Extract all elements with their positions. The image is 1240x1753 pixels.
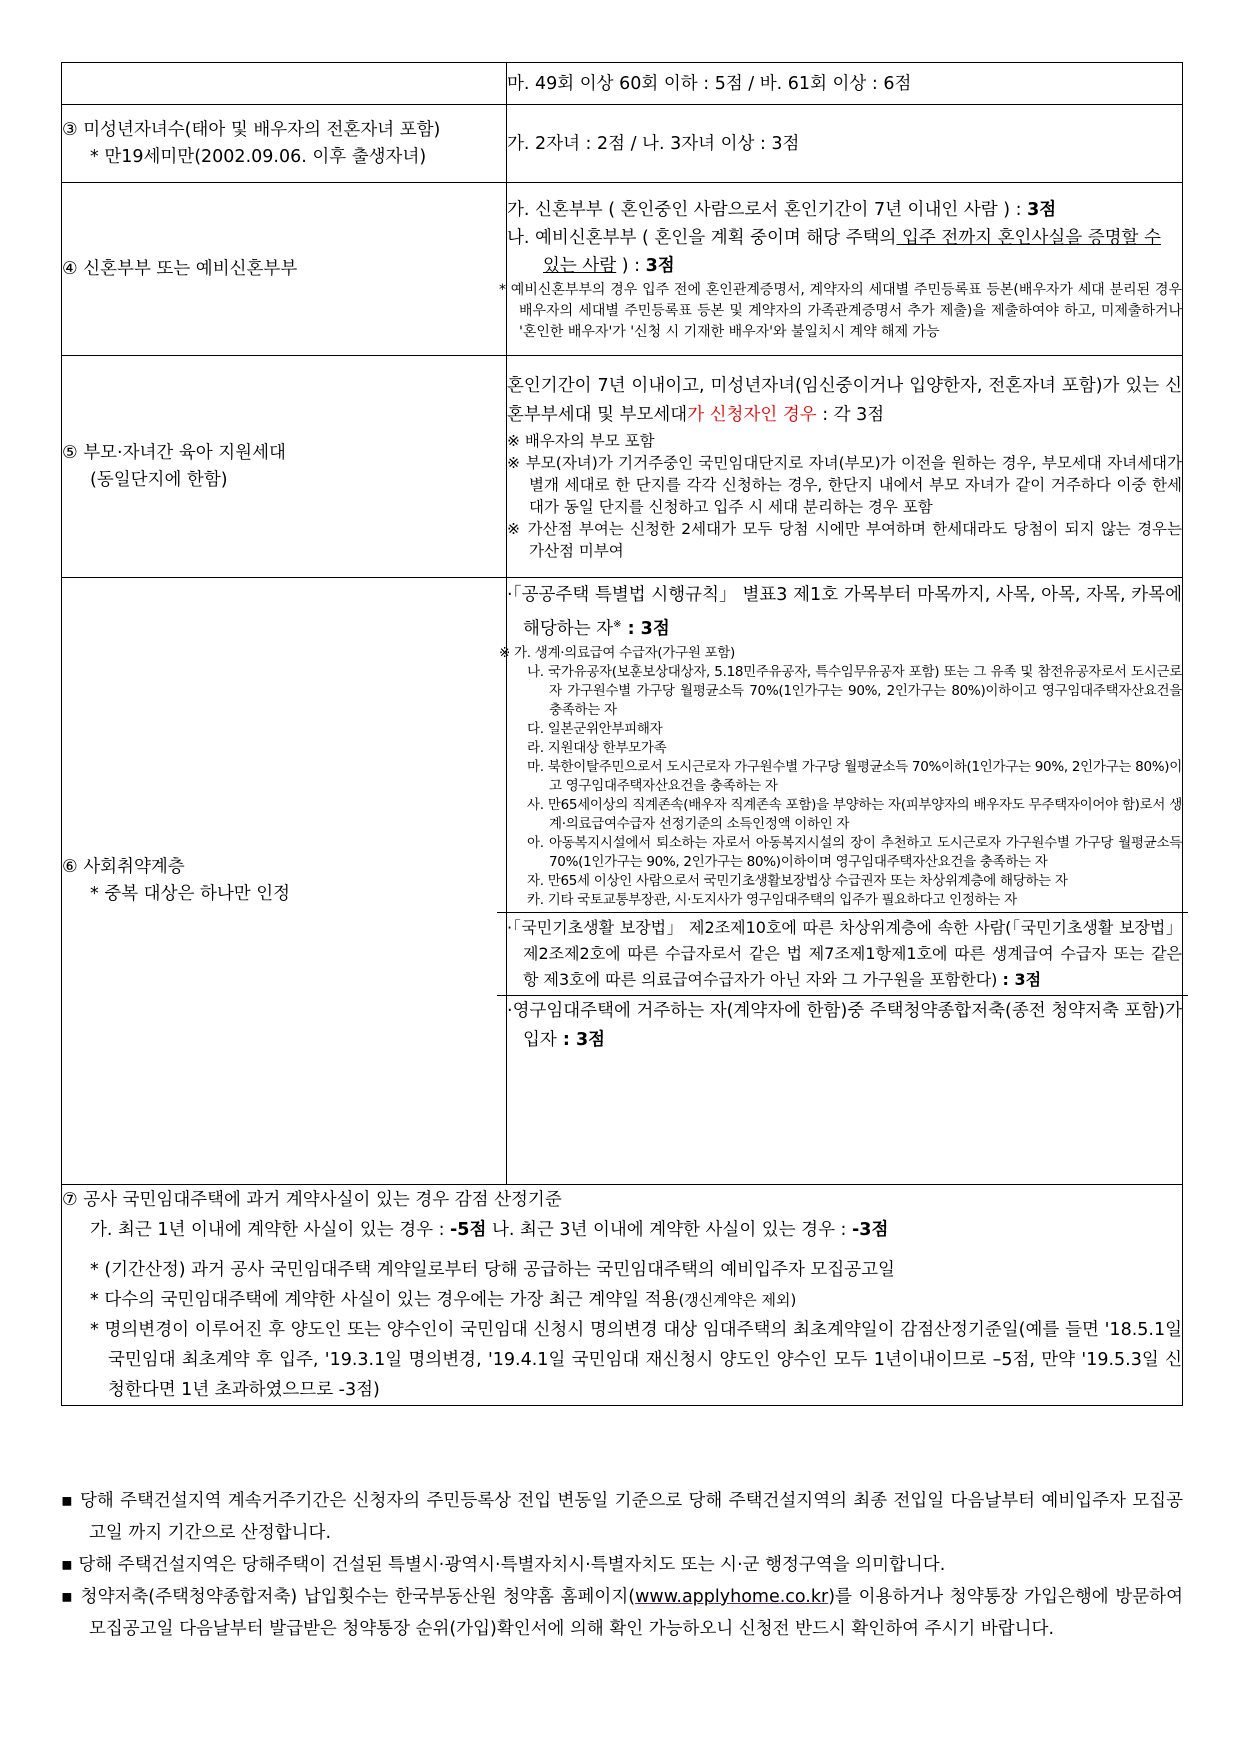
deduction-b-points: -3점 xyxy=(852,1220,889,1240)
newlywed-score xyxy=(499,183,1183,356)
childcare-main-red: 가 신청자인 경우 xyxy=(687,404,817,425)
childcare-title: ⑤ 부모·자녀간 육아 지원세대 xyxy=(62,442,286,463)
minor-children-label xyxy=(62,105,507,183)
table-row xyxy=(62,356,1183,578)
deduction-note-1: * (기간산정) 과거 공사 국민임대주택 계약일로부터 당해 공급하는 국민임대주택의 예비입주자 모집공고일 xyxy=(90,1260,895,1280)
list-item: 라. 지원대상 한부모가족 xyxy=(527,739,667,756)
list-item: 사. 만65세이상의 직계존속(배우자 직계존속 포함)을 부양하는 자(피부양자의 배우자도 무주택자이어야 함)로서 생계·의료급여수급자 선정기준의 소득인정액 이하인 자 xyxy=(527,796,1182,832)
vulnerable-s2-text: ·「국민기초생활 보장법」 제2조제10호에 따른 차상위계층에 속한 사람(「국민기초생활 보장법」 제2조제2호에 따른 수급자로서 같은 법 제7조제1항제1호에 따른 생계급여 수급자 또는 같은 항 제3호에 따른 의료급여수급자가 아닌 자와 그 가구원을 포함한다) xyxy=(507,917,1182,989)
note-subscription-count xyxy=(61,1581,1183,1645)
criteria-table xyxy=(61,62,1183,1406)
vulnerable-score xyxy=(499,578,1183,1185)
vulnerable-note: * 중복 대상은 하나만 인정 xyxy=(90,884,291,904)
note-subscription-text: ▪ 청약저축(주택청약종합저축) 납입횟수는 한국부동산원 청약홈 홈페이지( xyxy=(61,1587,636,1607)
deduction-a-text: 가. 최근 1년 이내에 계약한 사실이 있는 경우 : xyxy=(90,1220,451,1240)
childcare-main-points: : 각 3점 xyxy=(816,404,885,425)
table-row xyxy=(62,1185,1183,1406)
deduction-b-text: 나. 최근 3년 이내에 계약한 사실이 있는 경우 : xyxy=(486,1220,853,1240)
minor-children-note: * 만19세미만(2002.09.06. 이후 출생자녀) xyxy=(90,146,427,167)
vulnerable-s1-mark: ※ xyxy=(613,619,622,630)
list-item: 마. 북한이탈주민으로서 도시근로자 가구원수별 가구당 월평균소득 70%이하(1인가구는 90%, 2인가구는 80%)이고 영구임대주택자산요건을 충족하는 자 xyxy=(527,758,1182,794)
list-item: ※ 가. 생계·의료급여 수급자(가구원 포함) xyxy=(499,644,736,661)
vulnerable-section-2 xyxy=(507,913,1182,995)
newlywed-b xyxy=(507,224,1182,280)
table-row xyxy=(62,105,1183,183)
list-item: 카. 기타 국토교통부장관, 시·도지사가 영구임대주택의 입주가 필요하다고 인정하는 자 xyxy=(527,891,1017,908)
minor-children-title: ③ 미성년자녀수(태아 및 배우자의 전혼자녀 포함) xyxy=(62,119,441,140)
vulnerable-section-3 xyxy=(507,996,1182,1055)
subscription-count-cell xyxy=(507,63,1183,105)
childcare-label xyxy=(62,356,507,578)
deduction-note-2-main: * 다수의 국민임대주택에 계약한 사실이 있는 경우에는 가장 최근 계약일 적용 xyxy=(90,1290,679,1310)
vulnerable-section-2-wrap xyxy=(497,912,1188,995)
subscription-count-text: 마. 49회 이상 60회 이하 : 5점 / 바. 61회 이상 : 6점 xyxy=(507,73,912,94)
vulnerable-s1-points: : 3점 xyxy=(621,618,670,639)
list-item: 다. 일본군위안부피해자 xyxy=(527,720,663,737)
deduction-note-3: * 명의변경이 이루어진 후 양도인 또는 양수인이 국민임대 신청시 명의변경 대상 임대주택의 최초계약일이 감점산정기준일(예를 들면 '18.5.1일 국민임대 최초계약 후 입주, '19.3.1일 명의변경, '19.4.1일 국민임대 재신청시 양도인 양수인 모두 1년이내이므로 –5점, 만약 '19.5.3일 신청한다면 1년 초과하였으므로 -3점) xyxy=(90,1320,1182,1400)
newlywed-a-points: 3점 xyxy=(1027,199,1057,220)
newlywed-b-text: 나. 예비신혼부부 ( 혼인을 계획 중이며 해당 주택의 xyxy=(507,227,897,248)
minor-children-score-text: 가. 2자녀 : 2점 / 나. 3자녀 이상 : 3점 xyxy=(507,133,800,154)
vulnerable-section-3-wrap xyxy=(497,995,1188,1055)
childcare-main-text: 혼인기간이 7년 이내이고, 미성년자녀(임신중이거나 입양한자, 전혼자녀 포함)가 있는 신혼부부세대 및 부모세대 xyxy=(507,375,1182,425)
childcare-note-1: ※ 배우자의 부모 포함 xyxy=(507,431,655,450)
list-item: 아. 아동복지시설에서 퇴소하는 자로서 아동복지시설의 장이 추천하고 도시근로자 가구원수별 가구당 월평균소득 70%(1인가구는 90%, 2인가구는 80%)이하이며 영구임대주택자산요건을 충족하는 자 xyxy=(527,834,1182,870)
newlywed-b-points: 3점 xyxy=(645,255,675,276)
vulnerable-s3-points: : 3점 xyxy=(556,1029,606,1050)
deduction-a-points: -5점 xyxy=(450,1220,487,1240)
table-row xyxy=(62,183,1183,356)
newlywed-note: * 예비신혼부부의 경우 입주 전에 혼인관계증명서, 계약자의 세대별 주민등록표 등본(배우자가 세대 분리된 경우 배우자의 세대별 주민등록표 등본 및 계약자의 가족관계증명서 추가 제출)을 제출하여야 하고, 미제출하거나 '혼인한 배우자'가 '신청 시 기재한 배우자'와 불일치시 계약 해제 가능 xyxy=(499,281,1182,340)
newlywed-a-text: 가. 신혼부부 ( 혼인중인 사람으로서 혼인기간이 7년 이내인 사람 ) : xyxy=(507,199,1028,220)
childcare-note: (동일단지에 한함) xyxy=(90,469,228,490)
newlywed-b-post: ) : xyxy=(616,255,646,276)
note-housing-region: ▪ 당해 주택건설지역은 당해주택이 건설된 특별시·광역시·특별자치시·특별자치도 또는 시·군 행정구역을 의미합니다. xyxy=(61,1555,946,1575)
vulnerable-label xyxy=(62,578,507,1185)
list-item: 자. 만65세 이상인 사람으로서 국민기초생활보장법상 수급권자 또는 차상위계층에 해당하는 자 xyxy=(527,872,1068,889)
childcare-note-3: ※ 가산점 부여는 신청한 2세대가 모두 당첨 시에만 부여하며 한세대라도 당첨이 되지 않는 경우는 가산점 미부여 xyxy=(507,519,1182,560)
vulnerable-s2-points: : 3점 xyxy=(1002,969,1042,989)
deduction-note-2-small: (갱신계약은 제외) xyxy=(678,1291,797,1309)
empty-cell xyxy=(62,63,507,105)
footer-notes xyxy=(61,1485,1183,1645)
vulnerable-s3-text: ·영구임대주택에 거주하는 자(계약자에 한함)중 주택청약종합저축(종전 청약저축 포함)가입자 xyxy=(507,1000,1182,1050)
table-row xyxy=(62,578,1183,1185)
minor-children-score xyxy=(507,105,1183,183)
newlywed-title: ④ 신혼부부 또는 예비신혼부부 xyxy=(62,258,298,279)
deduction-title: ⑦ 공사 국민임대주택에 과거 계약사실이 있는 경우 감점 산정기준 xyxy=(62,1190,562,1210)
vulnerable-s1-text: ·「공공주택 특별법 시행규칙」 별표3 제1호 가목부터 마목까지, 사목, 아목, 자목, 카목에 해당하는 자 xyxy=(507,585,1182,639)
vulnerable-title: ⑥ 사회취약계층 xyxy=(62,857,185,877)
applyhome-link[interactable]: www.applyhome.co.kr xyxy=(635,1587,829,1607)
childcare-note-2: ※ 부모(자녀)가 기거주중인 국민임대단지로 자녀(부모)가 이전을 원하는 경우, 부모세대 자녀세대가 별개 세대로 한 단지를 각각 신청하는 경우, 한단지 내에서 부모 자녀가 같이 거주하다 이중 한세대가 동일 단지를 신청하고 입주 시 세대 분리하는 경우 포함 xyxy=(507,453,1182,516)
newlywed-a xyxy=(507,196,1182,224)
list-item: 나. 국가유공자(보훈보상대상자, 5.18민주유공자, 특수임무유공자 포함) 또는 그 유족 및 참전유공자로서 도시근로자 가구원수별 가구당 월평균소득 70%(1인가구는 90%, 2인가구는 80%)이하이고 영구임대주택자산요건을 충족하는 자 xyxy=(527,663,1182,718)
deduction-scores xyxy=(62,1215,1182,1245)
vulnerable-items xyxy=(499,644,1182,912)
vulnerable-section-1 xyxy=(507,578,1182,644)
note-residence-period: ▪ 당해 주택건설지역 계속거주기간은 신청자의 주민등록상 전입 변동일 기준으로 당해 주택건설지역의 최종 전입일 다음날부터 예비입주자 모집공고일 까지 기간으로 산정합니다. xyxy=(61,1491,1183,1543)
deduction-cell xyxy=(62,1185,1183,1406)
deduction-note-2 xyxy=(62,1285,1182,1315)
newlywed-label xyxy=(62,183,507,356)
note-subscription-post: )를 이용하거나 청약통장 가입은행에 방문하여 모집공고일 다음날부터 발급받은 청약통장 순위(가입)확인서에 의해 확인 가능하오니 신청전 반드시 확인하여 주시기 바랍니다. xyxy=(89,1587,1183,1639)
childcare-main xyxy=(507,372,1182,430)
table-row xyxy=(62,63,1183,105)
newlywed-b-underlined: 입주 전까지 혼인사실을 증명할 수 있는 사람 xyxy=(543,227,1161,276)
childcare-score xyxy=(507,356,1183,578)
